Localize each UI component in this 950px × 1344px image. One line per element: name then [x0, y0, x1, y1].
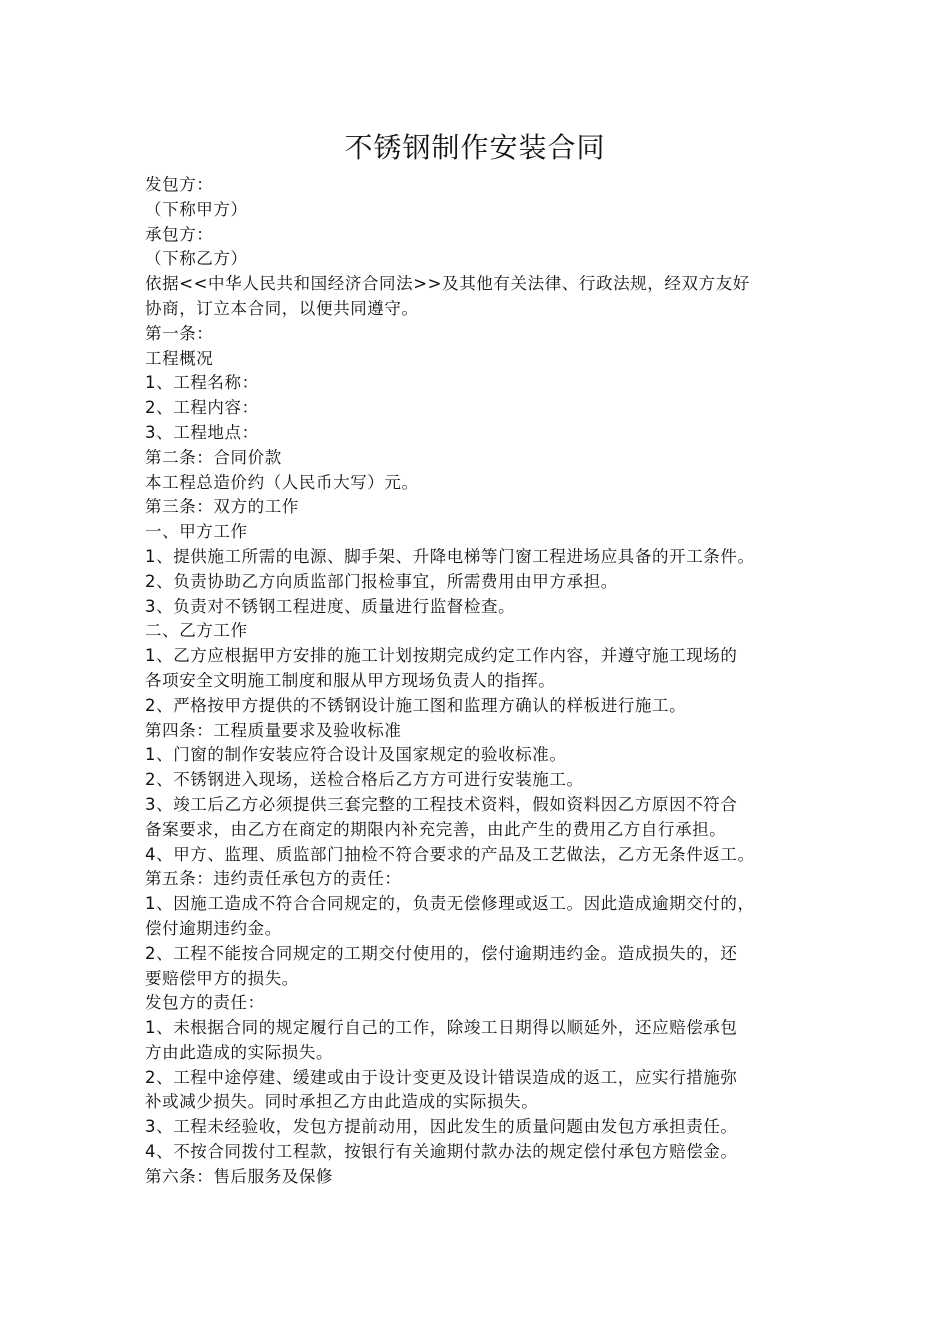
contract-body: [145, 173, 835, 1190]
clause-line: 1、工程名称：: [145, 373, 259, 393]
party-b-alias: （下称乙方）: [145, 249, 248, 269]
article-heading: 第四条：工程质量要求及验收标准: [145, 720, 402, 740]
clause-line: 1、乙方应根据甲方安排的施工计划按期完成约定工作内容，并遵守施工现场的: [145, 646, 738, 666]
clause-line: 4、甲方、监理、质监部门抽检不符合要求的产品及工艺做法，乙方无条件返工。: [145, 844, 755, 864]
clause-line: 2、工程内容：: [145, 398, 259, 418]
article-heading: 第六条：售后服务及保修: [145, 1166, 334, 1186]
clause-line: 4、不按合同拨付工程款，按银行有关逾期付款办法的规定偿付承包方赔偿金。: [145, 1142, 738, 1162]
clause-line: 各项安全文明施工制度和服从甲方现场负责人的指挥。: [145, 670, 556, 690]
party-a-alias: （下称甲方）: [145, 199, 248, 219]
clause-line: 2、不锈钢进入现场，送检合格后乙方方可进行安装施工。: [145, 770, 584, 790]
clause-line: 3、工程未经验收，发包方提前动用，因此发生的质量问题由发包方承担责任。: [145, 1117, 738, 1137]
clause-line: 1、门窗的制作安装应符合设计及国家规定的验收标准。: [145, 745, 567, 765]
clause-line: 要赔偿甲方的损失。: [145, 968, 299, 988]
article-heading: 第五条：违约责任承包方的责任：: [145, 869, 402, 889]
clause-line: 2、工程中途停建、缓建或由于设计变更及设计错误造成的返工，应实行措施弥: [145, 1067, 738, 1087]
article-heading: 第三条：双方的工作: [145, 497, 299, 517]
clause-line: 补或减少损失。同时承担乙方由此造成的实际损失。: [145, 1092, 539, 1112]
clause-line: 3、竣工后乙方必须提供三套完整的工程技术资料，假如资料因乙方原因不符合: [145, 794, 738, 814]
document-title: 不锈钢制作安装合同: [344, 131, 606, 164]
party-b-label: 承包方：: [145, 224, 214, 244]
section-heading: 工程概况: [145, 348, 214, 368]
section-heading: 二、乙方工作: [145, 621, 248, 641]
article-heading: 第二条：合同价款: [145, 447, 282, 467]
clause-line: 2、工程不能按合同规定的工期交付使用的，偿付逾期违约金。造成损失的，还: [145, 943, 738, 963]
clause-line: 1、未根据合同的规定履行自己的工作，除竣工日期得以顺延外，还应赔偿承包: [145, 1018, 738, 1038]
preamble-line: 协商，订立本合同，以便共同遵守。: [145, 298, 419, 318]
party-a-label: 发包方：: [145, 175, 214, 194]
clause-line: 本工程总造价约（人民币大写）元。: [145, 472, 419, 492]
clause-line: 1、提供施工所需的电源、脚手架、升降电梯等门窗工程进场应具备的开工条件。: [145, 546, 755, 566]
clause-line: 2、严格按甲方提供的不锈钢设计施工图和监理方确认的样板进行施工。: [145, 695, 687, 715]
clause-line: 方由此造成的实际损失。: [145, 1042, 334, 1062]
article-heading: 第一条：: [145, 323, 214, 343]
clause-line: 3、负责对不锈钢工程进度、质量进行监督检查。: [145, 596, 516, 616]
clause-line: 3、工程地点：: [145, 422, 259, 442]
clause-line: 备案要求，由乙方在商定的期限内补充完善，由此产生的费用乙方自行承担。: [145, 819, 727, 839]
clause-line: 偿付逾期违约金。: [145, 918, 282, 938]
section-heading: 发包方的责任：: [145, 993, 265, 1013]
preamble-line: 依据<<中华人民共和国经济合同法>>及其他有关法律、行政法规，经双方友好: [145, 274, 750, 294]
section-heading: 一、甲方工作: [145, 522, 248, 542]
clause-line: 1、因施工造成不符合合同规定的，负责无偿修理或返工。因此造成逾期交付的，: [145, 894, 755, 914]
clause-line: 2、负责协助乙方向质监部门报检事宜，所需费用由甲方承担。: [145, 571, 618, 591]
